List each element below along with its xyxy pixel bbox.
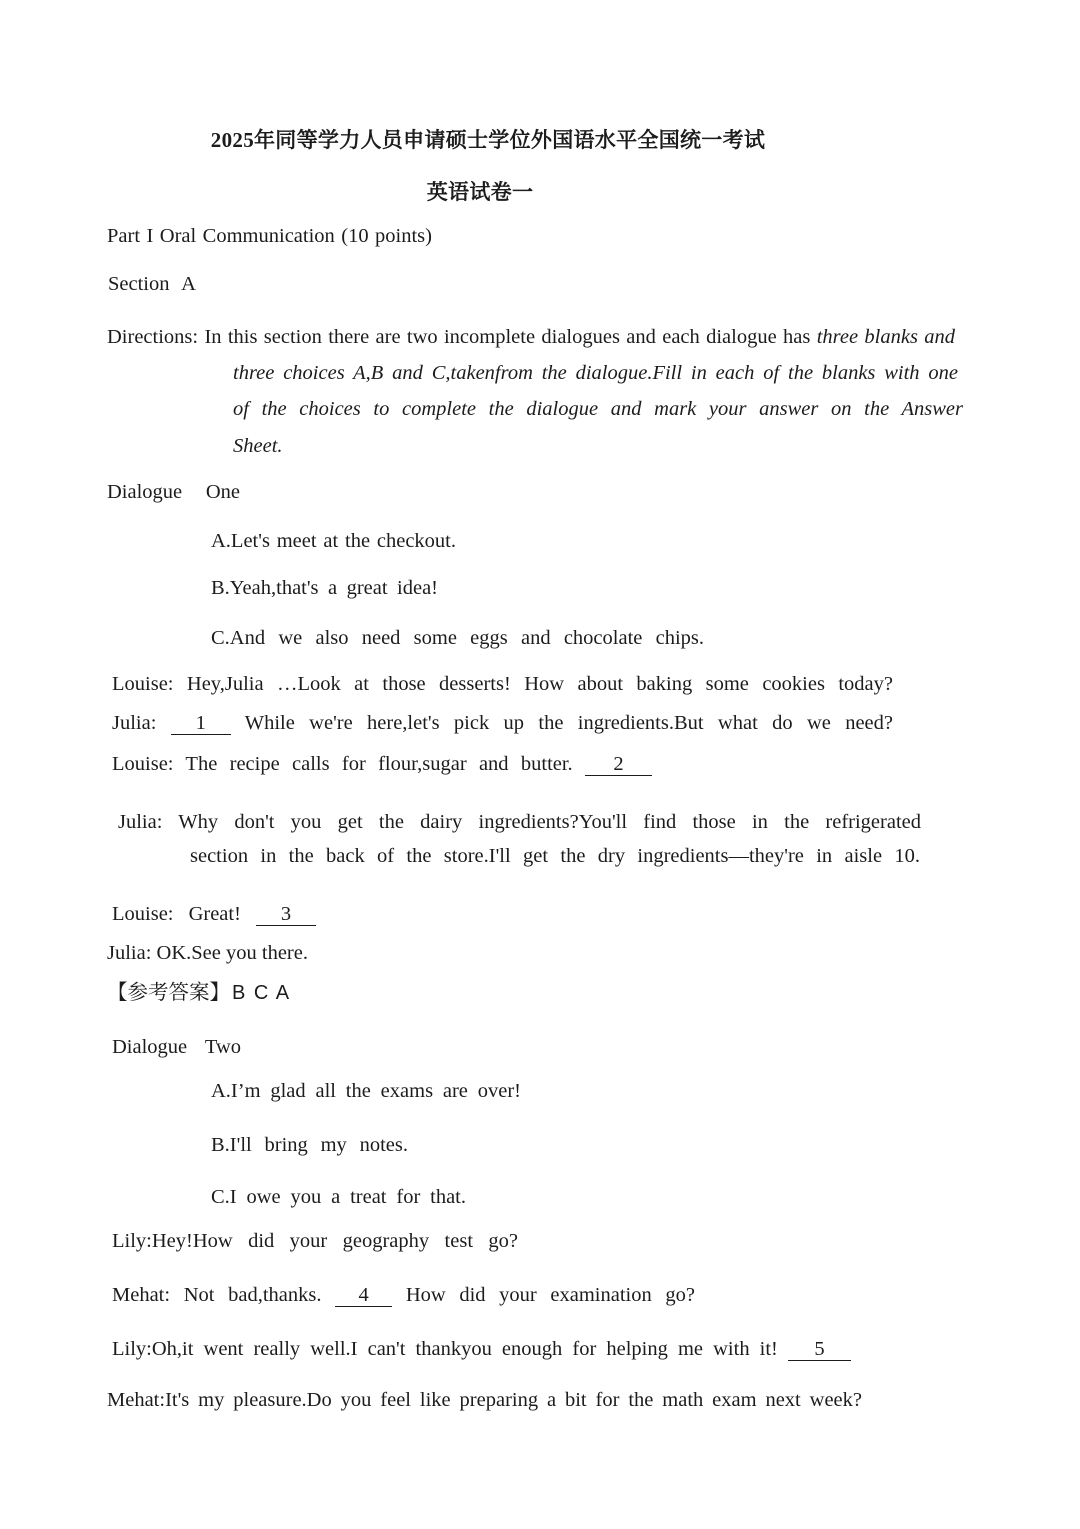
dialogue-one-line-4-continued: section in the back of the store.I'll get the dry ingredients—they're in aisle 10. xyxy=(190,845,920,867)
dialogue-two-line-3 xyxy=(112,1337,851,1361)
dialogue-one-line-6: Julia: OK.See you there. xyxy=(107,942,308,964)
directions-line-3: of the choices to complete the dialogue and mark your answer on the Answer xyxy=(233,398,963,420)
dialogue-two-line-2-speaker: Mehat: Not bad,thanks. xyxy=(112,1284,322,1306)
section-title: Section A xyxy=(108,273,196,295)
dialogue-one-line-5-text: Louise: Great! xyxy=(112,903,241,925)
exam-subtitle: 英语试卷一 xyxy=(426,180,534,204)
dialogue-one-heading: Dialogue One xyxy=(107,481,240,503)
answer-blank-3: 3 xyxy=(256,904,316,926)
dialogue-two-line-3-text: Lily:Oh,it went really well.I can't thankyou enough for helping me with it! xyxy=(112,1338,778,1360)
answer-blank-4: 4 xyxy=(335,1285,392,1307)
answer-blank-5: 5 xyxy=(788,1339,851,1361)
dialogue-two-heading: Dialogue Two xyxy=(112,1036,241,1058)
dialogue-one-line-2 xyxy=(112,711,893,735)
dialogue-two-option-b: B.I'll bring my notes. xyxy=(211,1134,408,1156)
reference-answer-value: B C A xyxy=(232,982,290,1004)
dialogue-two-line-4: Mehat:It's my pleasure.Do you feel like preparing a bit for the math exam next week? xyxy=(107,1389,862,1411)
dialogue-one-line-3 xyxy=(112,752,652,776)
dialogue-one-line-3-text: Louise: The recipe calls for flour,sugar and butter. xyxy=(112,753,573,775)
dialogue-two-line-2 xyxy=(112,1283,695,1307)
dialogue-one-line-5 xyxy=(112,902,316,926)
dialogue-one-option-a: A.Let's meet at the checkout. xyxy=(211,530,456,552)
reference-answer-label: 【参考答案】 xyxy=(107,982,230,1004)
directions-text: In this section there are two incomplete dialogues and each dialogue has xyxy=(204,326,811,348)
part-title: Part I Oral Communication (10 points) xyxy=(107,225,432,247)
dialogue-two-line-1: Lily:Hey!How did your geography test go? xyxy=(112,1230,518,1252)
directions-line-1 xyxy=(107,325,955,349)
dialogue-one-line-4: Julia: Why don't you get the dairy ingredients?You'll find those in the refrigerated xyxy=(118,811,921,833)
dialogue-one-line-1: Louise: Hey,Julia …Look at those desserts! How about baking some cookies today? xyxy=(112,673,893,695)
directions-italic-text: three blanks and xyxy=(816,326,956,348)
dialogue-one-option-c: C.And we also need some eggs and chocolate chips. xyxy=(211,627,704,649)
directions-line-2: three choices A,B and C,takenfrom the dialogue.Fill in each of the blanks with one xyxy=(233,362,958,384)
exam-title: 2025年同等学力人员申请硕士学位外国语水平全国统一考试 xyxy=(210,128,766,152)
dialogue-two-option-a: A.I’m glad all the exams are over! xyxy=(211,1080,521,1102)
dialogue-one-option-b: B.Yeah,that's a great idea! xyxy=(211,577,438,599)
dialogue-two-line-2-text: How did your examination go? xyxy=(405,1284,695,1306)
dialogue-one-line-2-text: While we're here,let's pick up the ingredients.But what do we need? xyxy=(244,712,893,734)
answer-blank-2: 2 xyxy=(585,754,652,776)
directions-label: Directions: xyxy=(107,326,199,348)
dialogue-one-line-2-speaker: Julia: xyxy=(112,712,157,734)
answer-blank-1: 1 xyxy=(171,713,231,735)
reference-answer xyxy=(107,981,289,1005)
directions-line-4: Sheet. xyxy=(233,435,283,457)
dialogue-two-option-c: C.I owe you a treat for that. xyxy=(211,1186,466,1208)
